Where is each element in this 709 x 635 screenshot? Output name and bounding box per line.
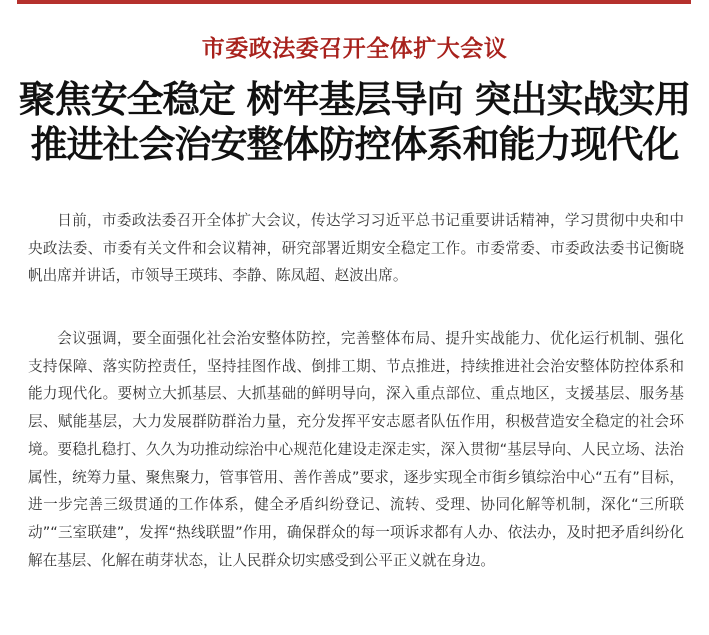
article-title-line-1: 聚焦安全稳定 树牢基层导向 突出实战实用 xyxy=(18,77,691,121)
article-subtitle: 市委政法委召开全体扩大会议 xyxy=(201,35,508,62)
article-paragraph-2: 会议强调，要全面强化社会治安整体防控，完善整体布局、提升实战能力、优化运行机制、强化支持保障、落实防控责任，坚持挂图作战、倒排工期、节点推进，持续推进社会治安整体防控体系和能力现代化。要树立大抓基层、大抓基础的鲜明导向，深入重点部位、重点地区，支援基层、服务基层、赋能基层，大力发展群防群治力量，充分发挥平安志愿者队伍作用，积极营造安全稳定的社会环境。要稳扎稳打、久久为功推动综治中心规范化建设走深走实，深入贯彻“基层导向、人民立场、法治属性，统筹力量、聚焦聚力，管事管用、善作善成”要求，逐步实现全市街乡镇综治中心“五有”目标，进一步完善三级贯通的工作体系，健全矛盾纠纷登记、流转、受理、协同化解等机制，深化“三所联动”“三室联建”，发挥“热线联盟”作用，确保群众的每一项诉求都有人办、依法办，及时把矛盾纠纷化解在基层、化解在萌芽状态，让人民群众切实感受到公平正义就在身边。 xyxy=(28,330,684,569)
top-accent-bar xyxy=(17,0,691,4)
article-paragraph-1: 日前，市委政法委召开全体扩大会议，传达学习习近平总书记重要讲话精神，学习贯彻中央和中央政法委、市委有关文件和会议精神，研究部署近期安全稳定工作。市委常委、市委政法委书记衡晓帆出席并讲话，市领导王瑛玮、李静、陈凤超、赵波出席。 xyxy=(28,212,684,285)
article-title-line-2: 推进社会治安整体防控体系和能力现代化 xyxy=(30,122,679,166)
